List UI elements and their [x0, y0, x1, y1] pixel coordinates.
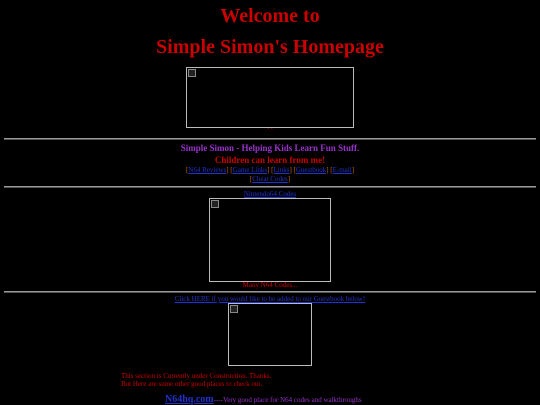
page-title-line1: Welcome to [220, 5, 320, 27]
subtagline: Children can learn from me! [214, 155, 326, 165]
n64hq-description: ----Very good place for N64 codes and walkthroughs [213, 396, 362, 404]
nav-link-email[interactable]: E-mail [332, 166, 352, 174]
nav-link-cheat-codes[interactable]: Cheat Codes [252, 175, 288, 183]
tagline: Simple Simon - Helping Kids Learn Fun Stuff. [180, 143, 360, 153]
nav-links-row2: [Cheat Codes] [249, 175, 291, 183]
broken-image-icon [211, 200, 219, 208]
n64-codes-link-wrap [0, 190, 540, 198]
guestbook-link-wrap [0, 295, 540, 303]
section-image [228, 303, 312, 366]
construction-notice: This section is Currently under Construction. Thanks. [121, 372, 272, 380]
banner-image [186, 67, 354, 128]
n64hq-row [165, 394, 362, 405]
divider [4, 186, 536, 188]
nav-link-game-links[interactable]: Game Links [232, 166, 268, 174]
page-title-line2: Simple Simon's Homepage [156, 36, 384, 58]
other-places-notice: But Here are some other good places to check out. [121, 380, 263, 388]
nav-link-guestbook[interactable]: Guestbook [295, 166, 327, 174]
n64-image[interactable] [209, 198, 331, 282]
nav-link-links[interactable]: Links [273, 166, 290, 174]
nav-link-n64-reviews[interactable]: N64 Reviews [188, 166, 227, 174]
n64hq-link[interactable]: N64hq.com [165, 394, 214, 405]
broken-image-icon [188, 69, 196, 77]
nav-links-row1: [N64 Reviews] [Game Links] [Links] [Guestbook] [E-mail] [185, 166, 355, 174]
divider [4, 291, 536, 293]
broken-image-icon [230, 305, 238, 313]
n64-caption: Many N64 Codes... [242, 281, 298, 289]
n64-codes-link[interactable]: Nintendo64 Codes [243, 190, 297, 198]
banner-caption: - - [267, 126, 273, 132]
guestbook-link[interactable]: Click HERE if you would like to be added to our Guestbook below! [174, 295, 366, 303]
divider [4, 138, 536, 140]
